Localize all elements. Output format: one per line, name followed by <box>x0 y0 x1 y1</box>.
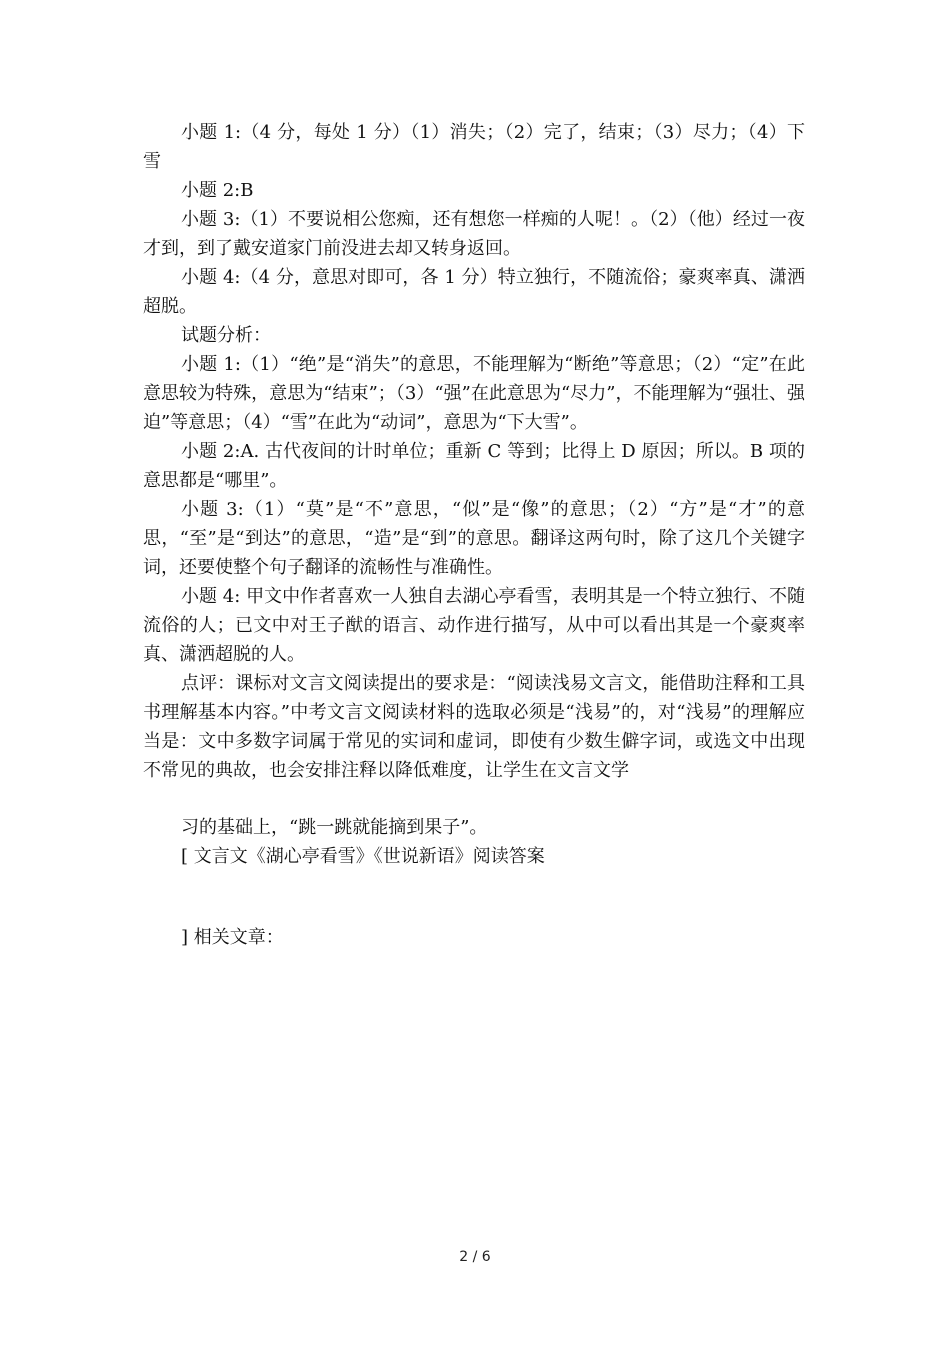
paragraph-gap <box>143 785 805 813</box>
related-articles-label: ] 相关文章： <box>181 927 284 948</box>
comment-continuation: 习的基础上，“跳一跳就能摘到果子”。 <box>181 817 488 838</box>
related-title-line: [ 文言文《湖心亭看雪》《世说新语》阅读答案 <box>181 846 545 867</box>
document-body <box>143 118 805 952</box>
page-number: 2 / 6 <box>459 1249 491 1265</box>
answer-4: 小题 4:（4 分，意思对即可，各 1 分）特立独行，不随流俗；豪爽率真、潇洒超脱。 <box>143 267 805 317</box>
analysis-heading: 试题分析： <box>181 325 271 346</box>
analysis-4: 小题 4: 甲文中作者喜欢一人独自去湖心亭看雪，表明其是一个特立独行、不随流俗的人；已文中对王子猷的语言、动作进行描写，从中可以看出其是一个豪爽率真、潇洒超脱的人。 <box>143 586 805 665</box>
answer-2: 小题 2:B <box>181 180 254 201</box>
answer-1: 小题 1:（4 分，每处 1 分）（1）消失；（2）完了，结束；（3）尽力；（4）下雪 <box>143 122 805 172</box>
analysis-1: 小题 1:（1）“绝”是“消失”的意思，不能理解为“断绝”等意思；（2）“定”在此意思较为特殊，意思为“结束”；（3）“强”在此意思为“尽力”，不能理解为“强壮、强迫”等意思；（4）“雪”在此为“动词”，意思为“下大雪”。 <box>143 354 805 433</box>
analysis-2: 小题 2:A. 古代夜间的计时单位；重新 C 等到；比得上 D 原因；所以。B 项的意思都是“哪里”。 <box>143 441 805 491</box>
paragraph-gap <box>143 871 805 923</box>
comment-paragraph: 点评：课标对文言文阅读提出的要求是：“阅读浅易文言文，能借助注释和工具书理解基本内容。”中考文言文阅读材料的选取必须是“浅易”的，对“浅易”的理解应当是：文中多数字词属于常见的实词和虚词，即使有少数生僻字词，或选文中出现不常见的典故，也会安排注释以降低难度，让学生在文言文学 <box>143 673 805 781</box>
answer-3: 小题 3:（1）不要说相公您痴，还有想您一样痴的人呢！。（2）（他）经过一夜才到，到了戴安道家门前没进去却又转身返回。 <box>143 209 805 259</box>
analysis-3: 小题 3:（1）“莫”是“不”意思，“似”是“像”的意思；（2）“方”是“才”的意思，“至”是“到达”的意思，“造”是“到”的意思。翻译这两句时，除了这几个关键字词，还要使整个句子翻译的流畅性与准确性。 <box>143 499 805 578</box>
